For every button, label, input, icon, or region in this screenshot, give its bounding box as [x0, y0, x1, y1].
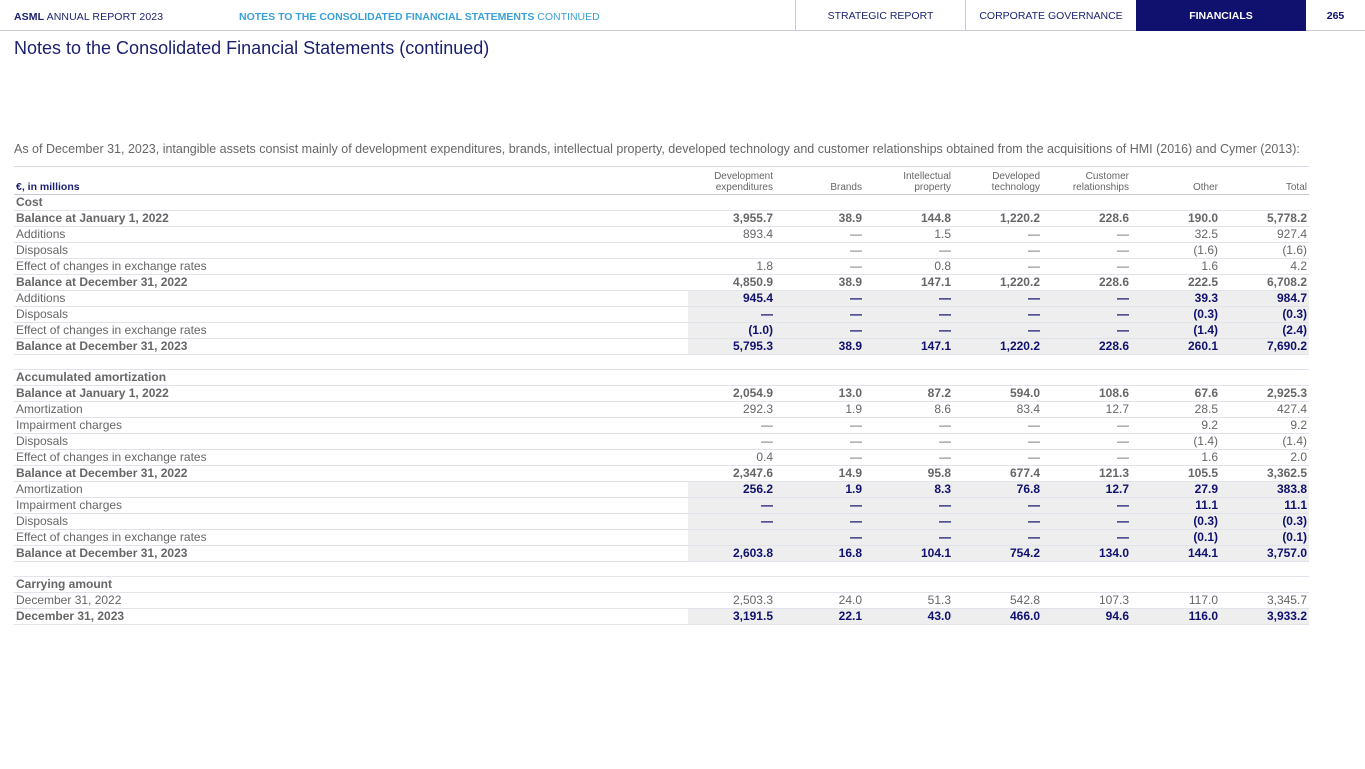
table-cell: —: [1042, 530, 1131, 546]
table-cell: —: [775, 323, 864, 339]
table-cell: —: [1042, 323, 1131, 339]
table-cell: 677.4: [953, 466, 1042, 482]
table-cell: 945.4: [688, 291, 775, 307]
table-cell: 228.6: [1042, 211, 1131, 227]
table-cell: —: [1042, 307, 1131, 323]
row-label: Impairment charges: [14, 418, 688, 434]
spacer-row: [14, 562, 1309, 577]
table-cell: (0.3): [1131, 307, 1220, 323]
table-cell: 292.3: [688, 402, 775, 418]
table-cell: [864, 370, 953, 386]
table-cell: 83.4: [953, 402, 1042, 418]
table-cell: (0.3): [1220, 307, 1309, 323]
table-cell: —: [775, 514, 864, 530]
table-cell: 67.6: [1131, 386, 1220, 402]
table-cell: 3,345.7: [1220, 593, 1309, 609]
column-header: [688, 167, 775, 195]
table-cell: [688, 355, 775, 370]
table-cell: [1220, 195, 1309, 211]
row-label: December 31, 2022: [14, 593, 688, 609]
table-cell: —: [864, 530, 953, 546]
table-cell: —: [953, 291, 1042, 307]
column-header: [864, 167, 953, 195]
table-cell: 2,503.3: [688, 593, 775, 609]
table-row: [14, 402, 1309, 418]
brand-name: ASML: [14, 11, 45, 23]
table-cell: —: [864, 323, 953, 339]
table-row: [14, 227, 1309, 243]
table-cell: —: [775, 307, 864, 323]
row-label: Effect of changes in exchange rates: [14, 530, 688, 546]
table-cell: —: [775, 418, 864, 434]
table-cell: [953, 577, 1042, 593]
table-cell: —: [775, 530, 864, 546]
column-header: [1220, 167, 1309, 195]
column-header-line2: relationships: [1072, 182, 1129, 193]
table-row: [14, 211, 1309, 227]
row-label: Balance at December 31, 2023: [14, 546, 688, 562]
table-cell: —: [1042, 291, 1131, 307]
table-cell: —: [775, 450, 864, 466]
table-cell: 4,850.9: [688, 275, 775, 291]
table-row: [14, 291, 1309, 307]
table-cell: 2,925.3: [1220, 386, 1309, 402]
table-cell: 542.8: [953, 593, 1042, 609]
column-header-line2: Brands: [830, 182, 862, 193]
row-label: Balance at December 31, 2022: [14, 275, 688, 291]
table-row: [14, 466, 1309, 482]
table-cell: [1131, 195, 1220, 211]
table-cell: 27.9: [1131, 482, 1220, 498]
table-header-row: [14, 167, 1309, 195]
table-cell: —: [864, 307, 953, 323]
table-cell: 190.0: [1131, 211, 1220, 227]
table-cell: 893.4: [688, 227, 775, 243]
table-cell: 1.6: [1131, 450, 1220, 466]
table-cell: —: [775, 243, 864, 259]
table-cell: [1220, 355, 1309, 370]
table-cell: [688, 370, 775, 386]
table-cell: —: [688, 307, 775, 323]
section-heading-row: [14, 195, 1309, 211]
table-cell: 38.9: [775, 211, 864, 227]
table-cell: 5,778.2: [1220, 211, 1309, 227]
row-label: Disposals: [14, 243, 688, 259]
row-label: Accumulated amortization: [14, 370, 688, 386]
table-cell: 8.6: [864, 402, 953, 418]
row-label: Disposals: [14, 307, 688, 323]
table-cell: —: [864, 498, 953, 514]
table-cell: [1042, 562, 1131, 577]
table-cell: 104.1: [864, 546, 953, 562]
column-header-line1: Intellectual: [903, 171, 951, 182]
table-cell: 984.7: [1220, 291, 1309, 307]
table-cell: 24.0: [775, 593, 864, 609]
table-cell: —: [953, 323, 1042, 339]
table-cell: —: [688, 514, 775, 530]
table-cell: [1220, 577, 1309, 593]
table-row: [14, 609, 1309, 625]
table-cell: [688, 577, 775, 593]
column-header-line2: technology: [991, 182, 1040, 193]
table-row: [14, 275, 1309, 291]
page-title: Notes to the Consolidated Financial Statements (continued): [14, 38, 490, 58]
table-cell: (2.4): [1220, 323, 1309, 339]
table-cell: 7,690.2: [1220, 339, 1309, 355]
row-label: Additions: [14, 291, 688, 307]
table-row: [14, 243, 1309, 259]
table-cell: —: [1042, 498, 1131, 514]
column-header: [775, 167, 864, 195]
table-cell: 228.6: [1042, 275, 1131, 291]
table-cell: 4.2: [1220, 259, 1309, 275]
column-header-line1: Development: [714, 171, 773, 182]
table-cell: (0.1): [1131, 530, 1220, 546]
table-cell: [1131, 370, 1220, 386]
table-cell: 117.0: [1131, 593, 1220, 609]
table-cell: —: [688, 418, 775, 434]
table-cell: —: [953, 227, 1042, 243]
row-label: [14, 355, 688, 370]
table-cell: —: [1042, 418, 1131, 434]
table-cell: —: [775, 434, 864, 450]
table-cell: 43.0: [864, 609, 953, 625]
table-cell: [775, 370, 864, 386]
table-cell: [688, 562, 775, 577]
row-label: Balance at January 1, 2022: [14, 211, 688, 227]
table-row: [14, 546, 1309, 562]
table-cell: —: [775, 291, 864, 307]
table-cell: [775, 562, 864, 577]
table-cell: [775, 577, 864, 593]
table-cell: —: [953, 434, 1042, 450]
spacer-row: [14, 355, 1309, 370]
table-cell: —: [864, 434, 953, 450]
table-cell: —: [775, 259, 864, 275]
table-cell: 1.9: [775, 402, 864, 418]
table-cell: 594.0: [953, 386, 1042, 402]
table-cell: 95.8: [864, 466, 953, 482]
table-cell: 3,955.7: [688, 211, 775, 227]
row-label: December 31, 2023: [14, 609, 688, 625]
table-row: [14, 339, 1309, 355]
table-cell: (1.4): [1131, 434, 1220, 450]
row-label: Effect of changes in exchange rates: [14, 450, 688, 466]
table-cell: [864, 355, 953, 370]
table-cell: —: [953, 530, 1042, 546]
row-label: Effect of changes in exchange rates: [14, 323, 688, 339]
table-cell: 32.5: [1131, 227, 1220, 243]
page-number: 265: [1326, 9, 1345, 22]
nav-financials[interactable]: FINANCIALS: [1136, 0, 1306, 31]
table-body: [14, 195, 1309, 625]
table-row: [14, 434, 1309, 450]
table-cell: 9.2: [1131, 418, 1220, 434]
table-cell: 147.1: [864, 275, 953, 291]
table-cell: 14.9: [775, 466, 864, 482]
table-cell: [1042, 577, 1131, 593]
table-cell: —: [953, 259, 1042, 275]
row-label: Disposals: [14, 434, 688, 450]
report-brand[interactable]: [14, 11, 163, 23]
table-cell: 39.3: [1131, 291, 1220, 307]
table-cell: 3,362.5: [1220, 466, 1309, 482]
table-cell: 8.3: [864, 482, 953, 498]
table-cell: 3,191.5: [688, 609, 775, 625]
table-row: [14, 530, 1309, 546]
table-cell: 105.5: [1131, 466, 1220, 482]
table-cell: 2,347.6: [688, 466, 775, 482]
table-cell: —: [953, 418, 1042, 434]
column-header-line2: Other: [1192, 182, 1218, 193]
table-cell: 12.7: [1042, 482, 1131, 498]
table-cell: 1.5: [864, 227, 953, 243]
table-row: [14, 514, 1309, 530]
table-cell: 256.2: [688, 482, 775, 498]
table-row: [14, 450, 1309, 466]
row-label: Amortization: [14, 402, 688, 418]
table-cell: 927.4: [1220, 227, 1309, 243]
table-cell: 16.8: [775, 546, 864, 562]
table-cell: 2.0: [1220, 450, 1309, 466]
table-cell: 28.5: [1131, 402, 1220, 418]
table-cell: 383.8: [1220, 482, 1309, 498]
row-label: Disposals: [14, 514, 688, 530]
table-cell: [864, 562, 953, 577]
table-row: [14, 482, 1309, 498]
row-label: [14, 562, 688, 577]
table-cell: 222.5: [1131, 275, 1220, 291]
table-row: [14, 386, 1309, 402]
table-cell: 1,220.2: [953, 275, 1042, 291]
row-label: Cost: [14, 195, 688, 211]
table-cell: —: [864, 243, 953, 259]
row-label: Balance at December 31, 2022: [14, 466, 688, 482]
table-cell: (1.4): [1220, 434, 1309, 450]
table-cell: —: [953, 307, 1042, 323]
table-cell: [953, 195, 1042, 211]
table-cell: 260.1: [1131, 339, 1220, 355]
table-cell: [1131, 355, 1220, 370]
table-cell: (1.0): [688, 323, 775, 339]
table-cell: 0.4: [688, 450, 775, 466]
table-cell: 12.7: [1042, 402, 1131, 418]
nav-corporate-governance[interactable]: CORPORATE GOVERNANCE: [965, 0, 1136, 31]
table-cell: [1131, 562, 1220, 577]
section-heading-row: [14, 370, 1309, 386]
column-header-line1: Developed: [992, 171, 1040, 182]
table-cell: 38.9: [775, 339, 864, 355]
table-cell: 2,603.8: [688, 546, 775, 562]
column-header: [1131, 167, 1220, 195]
table-cell: (0.3): [1131, 514, 1220, 530]
table-cell: 107.3: [1042, 593, 1131, 609]
table-cell: 754.2: [953, 546, 1042, 562]
column-header-line1: Customer: [1085, 171, 1129, 182]
table-cell: 51.3: [864, 593, 953, 609]
unit-label: €, in millions: [14, 167, 688, 195]
table-cell: —: [864, 514, 953, 530]
table-cell: [688, 530, 775, 546]
intangible-assets-table: [14, 166, 1309, 625]
row-label: Balance at December 31, 2023: [14, 339, 688, 355]
table-row: [14, 307, 1309, 323]
table-cell: 1.6: [1131, 259, 1220, 275]
table-cell: [953, 562, 1042, 577]
table-cell: —: [953, 514, 1042, 530]
section-title-bold: NOTES TO THE CONSOLIDATED FINANCIAL STATEMENTS: [239, 11, 535, 23]
column-header-line2: property: [914, 182, 951, 193]
table-cell: 3,933.2: [1220, 609, 1309, 625]
brand-report-label: ANNUAL REPORT 2023: [44, 11, 164, 23]
table-cell: —: [864, 418, 953, 434]
table-cell: 466.0: [953, 609, 1042, 625]
table-cell: 147.1: [864, 339, 953, 355]
nav-strategic-report[interactable]: STRATEGIC REPORT: [795, 0, 965, 31]
table-cell: 87.2: [864, 386, 953, 402]
table-row: [14, 418, 1309, 434]
table-cell: 5,795.3: [688, 339, 775, 355]
table-cell: [1042, 370, 1131, 386]
table-cell: [864, 577, 953, 593]
table-cell: —: [953, 243, 1042, 259]
column-header-line2: expenditures: [715, 182, 773, 193]
table-cell: [864, 195, 953, 211]
table-cell: 121.3: [1042, 466, 1131, 482]
top-navigation-bar: [0, 0, 1365, 31]
table-cell: —: [688, 434, 775, 450]
row-label: Balance at January 1, 2022: [14, 386, 688, 402]
table-cell: —: [1042, 514, 1131, 530]
table-row: [14, 498, 1309, 514]
table-cell: [688, 243, 775, 259]
table-cell: 76.8: [953, 482, 1042, 498]
table-cell: 134.0: [1042, 546, 1131, 562]
table-cell: 11.1: [1131, 498, 1220, 514]
row-label: Additions: [14, 227, 688, 243]
column-header: [953, 167, 1042, 195]
table-cell: —: [1042, 259, 1131, 275]
table-cell: 38.9: [775, 275, 864, 291]
table-cell: 94.6: [1042, 609, 1131, 625]
table-cell: 11.1: [1220, 498, 1309, 514]
row-label: Amortization: [14, 482, 688, 498]
table-cell: 1,220.2: [953, 339, 1042, 355]
table-cell: (0.1): [1220, 530, 1309, 546]
table-cell: (1.4): [1131, 323, 1220, 339]
table-cell: (1.6): [1131, 243, 1220, 259]
table-cell: —: [953, 450, 1042, 466]
table-row: [14, 323, 1309, 339]
table-cell: (1.6): [1220, 243, 1309, 259]
table-cell: [953, 370, 1042, 386]
table-cell: 228.6: [1042, 339, 1131, 355]
table-cell: [1131, 577, 1220, 593]
row-label: Effect of changes in exchange rates: [14, 259, 688, 275]
table-cell: 22.1: [775, 609, 864, 625]
table-cell: 2,054.9: [688, 386, 775, 402]
table-cell: [688, 195, 775, 211]
table-cell: 1.9: [775, 482, 864, 498]
table-cell: 1,220.2: [953, 211, 1042, 227]
table-cell: 3,757.0: [1220, 546, 1309, 562]
table-cell: 108.6: [1042, 386, 1131, 402]
column-header: [1042, 167, 1131, 195]
table-cell: —: [1042, 227, 1131, 243]
table-cell: 144.8: [864, 211, 953, 227]
section-title-continued: CONTINUED: [534, 11, 600, 23]
table-cell: 0.8: [864, 259, 953, 275]
table-cell: [953, 355, 1042, 370]
table-cell: —: [1042, 243, 1131, 259]
table-cell: [775, 195, 864, 211]
section-heading-row: [14, 577, 1309, 593]
table-cell: —: [688, 498, 775, 514]
table-cell: 1.8: [688, 259, 775, 275]
intro-paragraph: As of December 31, 2023, intangible assets consist mainly of development expenditures, brands, intellectual property, developed technology and customer relationships obtained from the acquisitions of HMI (2016) and Cymer (2013):: [14, 142, 1300, 156]
table-row: [14, 259, 1309, 275]
table-cell: (0.3): [1220, 514, 1309, 530]
table-cell: 427.4: [1220, 402, 1309, 418]
table-cell: 144.1: [1131, 546, 1220, 562]
table-cell: [775, 355, 864, 370]
table-cell: 116.0: [1131, 609, 1220, 625]
column-header-line2: Total: [1285, 182, 1307, 193]
row-label: Carrying amount: [14, 577, 688, 593]
row-label: Impairment charges: [14, 498, 688, 514]
table-cell: 6,708.2: [1220, 275, 1309, 291]
table-cell: —: [864, 291, 953, 307]
table-cell: —: [953, 498, 1042, 514]
table-cell: —: [775, 227, 864, 243]
table-cell: 13.0: [775, 386, 864, 402]
table-cell: [1220, 370, 1309, 386]
table-cell: 9.2: [1220, 418, 1309, 434]
table-cell: [1220, 562, 1309, 577]
section-title: [239, 11, 600, 23]
table-row: [14, 593, 1309, 609]
table-cell: —: [1042, 450, 1131, 466]
table-cell: —: [1042, 434, 1131, 450]
table-cell: —: [864, 450, 953, 466]
table-cell: [1042, 355, 1131, 370]
table-cell: [1042, 195, 1131, 211]
table-cell: —: [775, 498, 864, 514]
